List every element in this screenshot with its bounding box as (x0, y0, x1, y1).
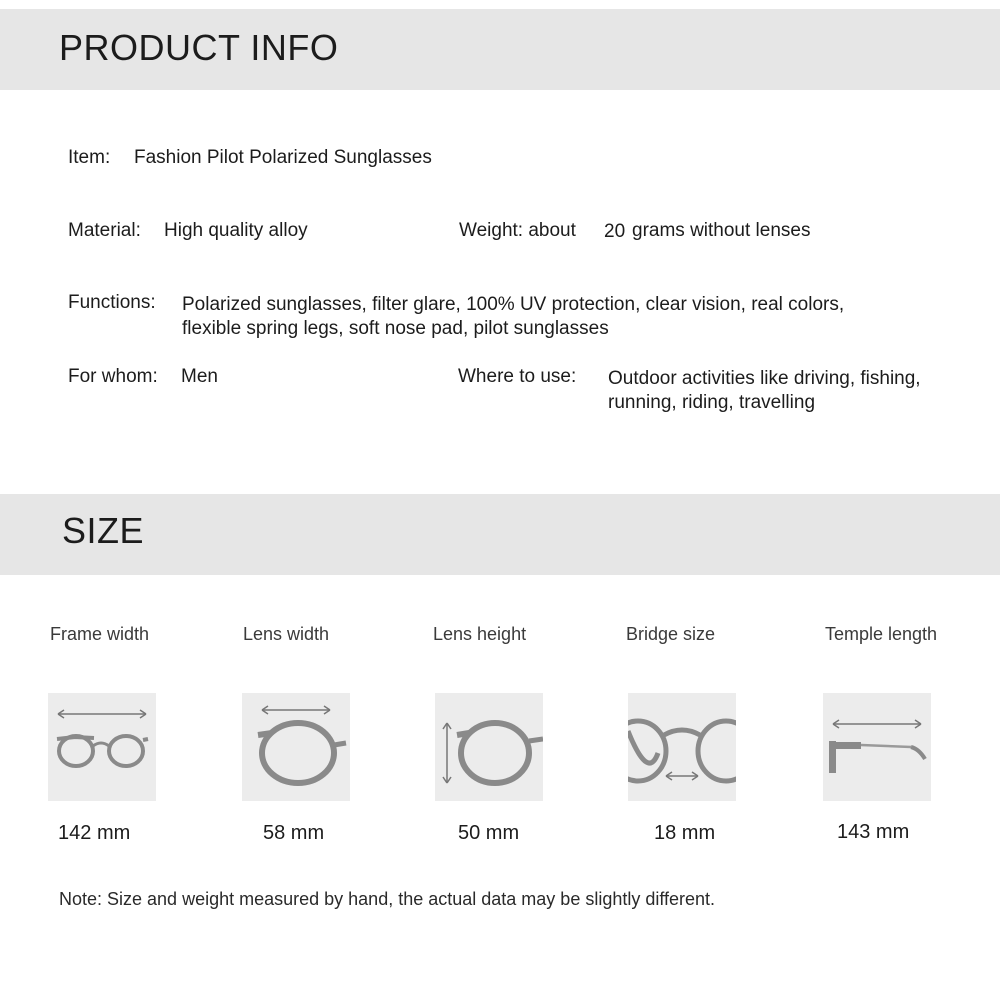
lens-width-value: 58 mm (263, 822, 325, 844)
frame-width-label: Frame width (50, 624, 150, 644)
item-label: Item: (68, 147, 111, 168)
functions-label: Functions: (68, 292, 156, 313)
size-note: Note: Size and weight measured by hand, the actual data may be slightly different. (59, 889, 716, 909)
item-value: Fashion Pilot Polarized Sunglasses (134, 147, 432, 168)
lens-width-icon (242, 693, 350, 801)
weight-rest: grams without lenses (632, 220, 811, 241)
bridge-size-label: Bridge size (626, 624, 716, 644)
bridge-size-value: 18 mm (654, 822, 716, 844)
functions-line-1: Polarized sunglasses, filter glare, 100% UV protection, clear vision, real colors, (182, 294, 845, 315)
where-to-use-line-1: Outdoor activities like driving, fishing, (608, 368, 921, 389)
functions-line-2: flexible spring legs, soft nose pad, pilot sunglasses (182, 318, 609, 339)
weight-label: Weight: about (459, 220, 576, 241)
lens-height-value: 50 mm (458, 822, 520, 844)
frame-width-value: 142 mm (58, 822, 131, 844)
temple-length-value: 143 mm (837, 821, 910, 843)
product-info-title: PRODUCT INFO (59, 27, 339, 68)
product-info-banner (0, 9, 1000, 90)
lens-height-icon (435, 693, 543, 801)
frame-width-icon (48, 693, 156, 801)
for-whom-value: Men (181, 366, 218, 387)
lens-height-label: Lens height (433, 624, 527, 644)
temple-length-icon (823, 693, 931, 801)
lens-width-label: Lens width (243, 624, 330, 644)
bridge-size-icon (628, 693, 736, 801)
for-whom-label: For whom: (68, 366, 158, 387)
material-label: Material: (68, 220, 141, 241)
size-title: SIZE (62, 510, 145, 551)
temple-length-label: Temple length (825, 624, 938, 644)
material-value: High quality alloy (164, 220, 308, 241)
size-banner (0, 494, 1000, 575)
weight-number: 20 (604, 221, 626, 242)
where-to-use-line-2: running, riding, travelling (608, 392, 816, 413)
where-to-use-label: Where to use: (458, 366, 577, 387)
